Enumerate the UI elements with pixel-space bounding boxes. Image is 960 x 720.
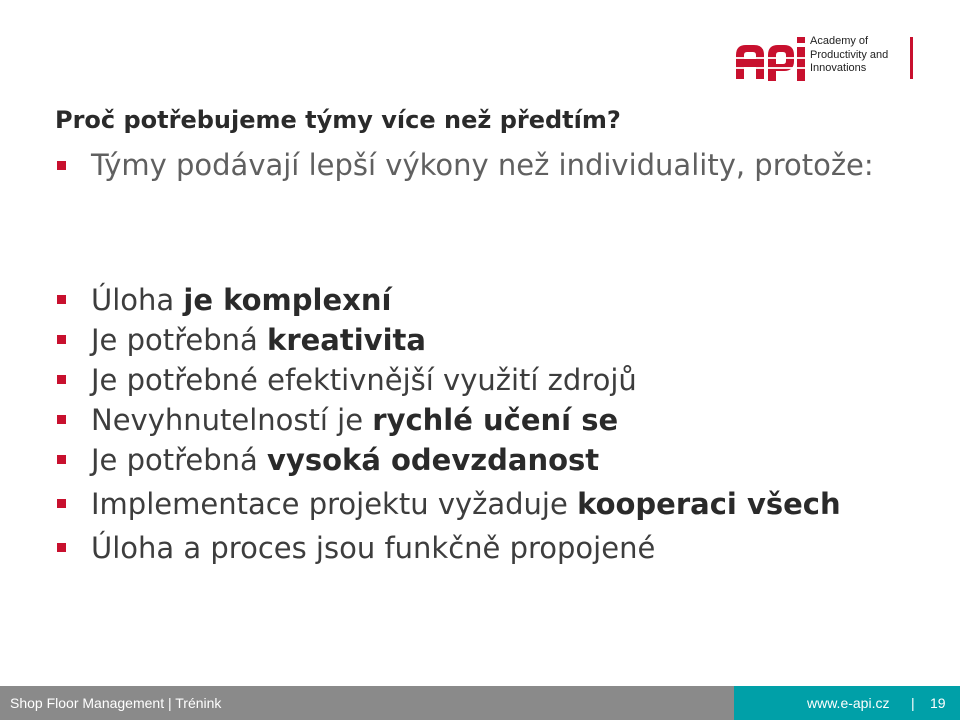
- bullet-square-icon: [57, 161, 66, 170]
- bullet-text: Úloha: [91, 283, 184, 317]
- bullet-text: Je potřebná: [91, 443, 268, 477]
- page-number: 19: [930, 695, 946, 711]
- list-item: [55, 320, 935, 360]
- footer-bar: [0, 686, 960, 720]
- bullet-emphasis: je komplexní: [183, 283, 392, 317]
- bullet-list: [55, 280, 935, 568]
- logo-caption: [810, 35, 910, 76]
- bullet-emphasis: rychlé učení se: [372, 403, 619, 437]
- bullet-square-icon: [57, 375, 66, 384]
- bullet-text: Implementace projektu vyžaduje: [91, 487, 578, 521]
- logo-line-3: Innovations: [810, 62, 867, 74]
- intro-text: Týmy podávají lepší výkony než individuality, protože:: [91, 148, 874, 182]
- footer-url: www.e-api.cz: [807, 695, 890, 711]
- bullet-text: Je potřebné efektivnější využití zdrojů: [91, 363, 637, 397]
- bullet-text: Nevyhnutelností je: [91, 403, 373, 437]
- footer-caption: Shop Floor Management | Trénink: [10, 695, 222, 711]
- logo-line-2: Productivity and: [810, 48, 889, 61]
- bullet-emphasis: kooperaci všech: [577, 487, 841, 521]
- footer-separator: |: [911, 695, 915, 711]
- bullet-square-icon: [57, 499, 66, 508]
- bullet-square-icon: [57, 543, 66, 552]
- list-item: [55, 400, 935, 440]
- bullet-square-icon: [57, 335, 66, 344]
- bullet-emphasis: kreativita: [267, 323, 426, 357]
- intro-paragraph: [55, 146, 885, 185]
- company-logo: [734, 33, 924, 85]
- list-item: [55, 484, 935, 524]
- bullet-text: Úloha a proces jsou funkčně propojené: [91, 531, 656, 565]
- bullet-square-icon: [57, 295, 66, 304]
- bullet-square-icon: [57, 455, 66, 464]
- list-item: [55, 528, 935, 568]
- list-item: [55, 280, 935, 320]
- logo-divider: [910, 37, 913, 79]
- bullet-text: Je potřebná: [91, 323, 268, 357]
- bullet-square-icon: [57, 415, 66, 424]
- slide-title: Proč potřebujeme týmy více než předtím?: [55, 106, 621, 134]
- list-item: [55, 440, 935, 480]
- list-item: [55, 360, 935, 400]
- bullet-emphasis: vysoká odevzdanost: [267, 443, 600, 477]
- logo-line-1: Academy of: [810, 35, 869, 47]
- api-logo-icon: [734, 37, 806, 81]
- footer-accent: [734, 686, 960, 720]
